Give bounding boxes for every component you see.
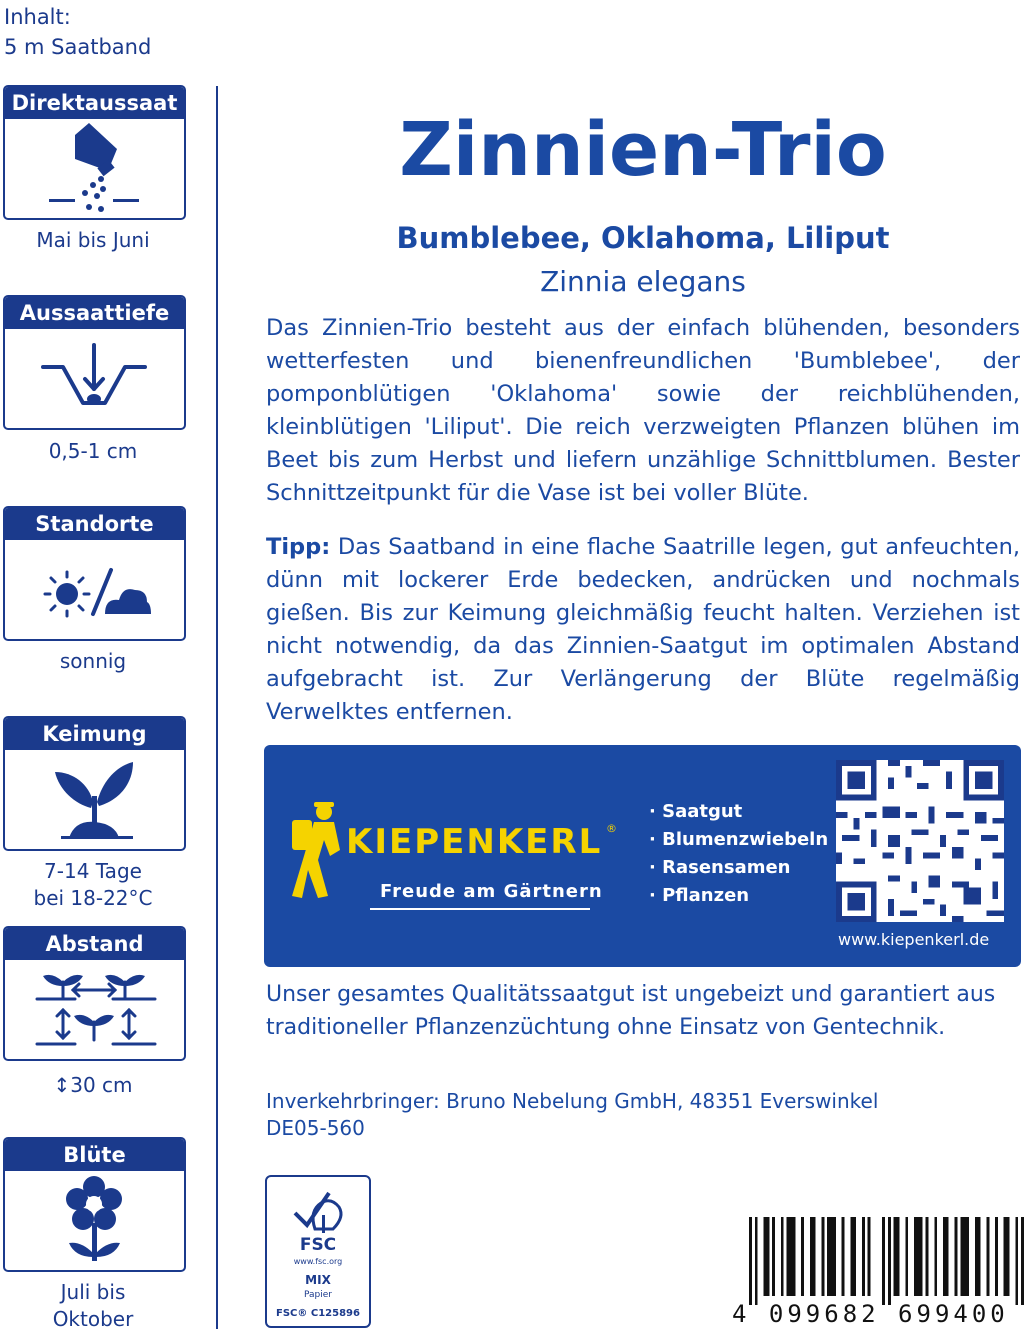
category-item: · Pflanzen	[649, 885, 750, 906]
category-item: · Saatgut	[649, 801, 743, 822]
card-value-line2: bei 18-22°C	[33, 886, 153, 910]
contents-label: Inhalt:	[4, 5, 71, 29]
brand-name: KIEPENKERL	[346, 822, 603, 862]
card-value-text: 30 cm	[70, 1073, 133, 1097]
product-description: Das Zinnien-Trio besteht aus der einfach blühenden, besonders wetterfesten und bienenfreundlichen 'Bumblebee', der pomponblütigen 'Oklahoma' sowie der reichblühenden, kleinblütigen 'Liliput'. Die reich verzweigten Pflanzen blühen im Beet bis zum Herbst und liefern unzählige Schnittblumen. Bester Schnittzeitpunkt für die Vase ist bei voller Blüte.	[266, 315, 1020, 506]
hiker-logo-icon	[290, 800, 350, 900]
card-title: Aussaattiefe	[5, 297, 184, 329]
distributor-name: Inverkehrbringer: Bruno Nebelung GmbH, 48351 Everswinkel	[266, 1089, 879, 1113]
qr-code	[836, 760, 1004, 922]
card-value: 0,5-1 cm	[48, 439, 138, 463]
sun-cloud-icon	[5, 540, 184, 639]
card-title: Direktaussaat	[5, 87, 184, 119]
card-value-line1: Juli bis	[60, 1280, 126, 1304]
fsc-website: www.fsc.org	[293, 1257, 343, 1266]
flower-icon	[5, 1171, 184, 1270]
spacing-icon	[5, 960, 184, 1059]
quality-statement: Unser gesamtes Qualitätssaatgut ist ungebeizt und garantiert aus traditioneller Pflanzenzüchtung ohne Einsatz von Gentechnik.	[266, 982, 996, 1040]
card-spacing	[3, 926, 186, 1061]
card-sowing-depth	[3, 295, 186, 430]
column-divider	[216, 86, 218, 1329]
category-item: · Rasensamen	[649, 857, 791, 878]
product-categories	[649, 798, 828, 910]
card-title: Blüte	[5, 1139, 184, 1171]
tip-label: Tipp:	[266, 534, 331, 560]
brand-registered-mark: ®	[606, 822, 617, 835]
product-title: Zinnien-Trio	[399, 107, 887, 193]
barcode-number: 4 099682 699400	[732, 1300, 1009, 1328]
card-value	[0, 1072, 186, 1099]
fsc-mix: MIX	[305, 1273, 331, 1287]
botanical-name: Zinnia elegans	[540, 265, 746, 298]
card-title: Standorte	[5, 508, 184, 540]
product-varieties: Bumblebee, Oklahoma, Liliput	[396, 221, 890, 255]
card-value-line2: Oktober	[52, 1307, 134, 1329]
card-bloom	[3, 1137, 186, 1272]
distributor-info	[266, 1088, 878, 1142]
card-germination	[3, 716, 186, 851]
sowing-icon	[5, 119, 184, 218]
tree-check-icon	[289, 1185, 347, 1235]
tip-text: Das Saatband in eine flache Saatrille legen, gut anfeuchten, dünn mit lockerer Erde bedecken, andrücken und nochmals gießen. Bis zur Keimung gleichmäßig feucht halten. Verziehen ist nicht notwendig, da das Zinnien-Saatgut im optimalen Abstand aufgebracht ist. Zur Verlängerung der Blüte regelmäßig Verwelktes entfernen.	[266, 534, 1020, 725]
brand-website: www.kiepenkerl.de	[838, 930, 990, 949]
barcode	[749, 1217, 1024, 1305]
card-value: sonnig	[59, 649, 127, 673]
fsc-logo-text: FSC	[299, 1235, 337, 1255]
distributor-code: DE05-560	[266, 1116, 365, 1140]
card-value: Mai bis Juni	[36, 228, 150, 252]
seedling-icon	[5, 750, 184, 849]
card-value	[0, 1279, 186, 1329]
card-value	[0, 858, 186, 912]
sowing-depth-icon	[5, 329, 184, 428]
fsc-paper: Papier	[304, 1290, 332, 1300]
card-title: Keimung	[5, 718, 184, 750]
contents-info	[4, 2, 151, 62]
contents-value: 5 m Saatband	[4, 35, 152, 59]
card-value-line1: 7-14 Tage	[44, 859, 142, 883]
slogan-underline	[370, 908, 590, 910]
card-direct-sowing	[3, 85, 186, 220]
fsc-code: FSC® C125896	[276, 1308, 360, 1319]
brand-slogan: Freude am Gärtnern	[380, 881, 603, 902]
card-location	[3, 506, 186, 641]
vertical-arrow-icon: ↕	[53, 1073, 71, 1097]
fsc-label	[265, 1175, 371, 1328]
category-item: · Blumenzwiebeln	[649, 829, 829, 850]
planting-tip	[266, 531, 1020, 731]
card-title: Abstand	[5, 928, 184, 960]
